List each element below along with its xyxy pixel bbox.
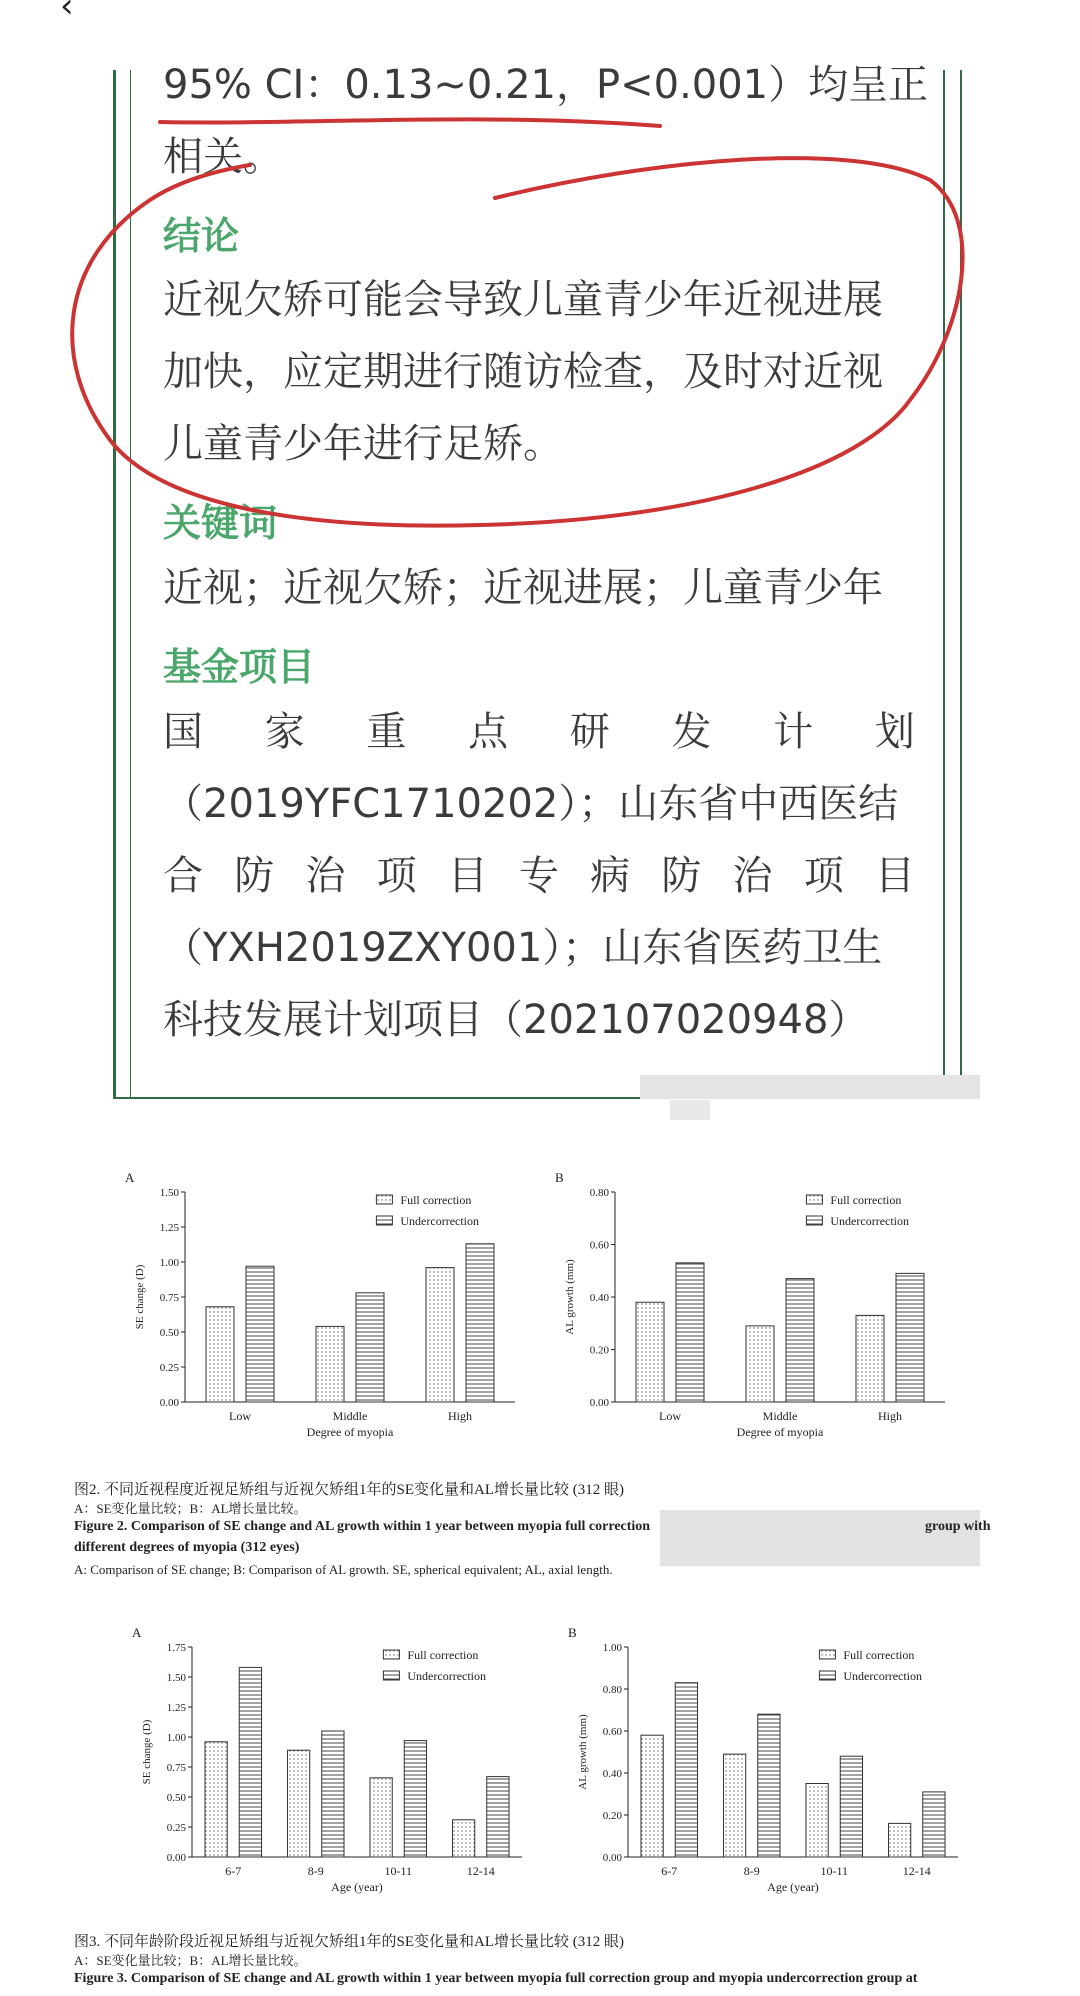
y-tick-label: 1.00 (602, 1642, 622, 1654)
y-tick-label: 0.75 (166, 1762, 186, 1774)
funding-line-1: 国 家 重 点 研 发 计 划 (163, 709, 915, 755)
legend-swatch-1 (383, 1671, 399, 1680)
paper-line-2: 相关。 (163, 134, 283, 180)
legend-label: Undercorrection (407, 1669, 487, 1683)
conclusion-line-2: 加快，应定期进行随访检查，及时对近视 (163, 349, 883, 395)
y-tick-label: 0.50 (159, 1327, 179, 1339)
y-tick-label: 1.50 (159, 1187, 179, 1199)
bar-undercorrection (404, 1741, 426, 1857)
y-tick-label: 1.00 (159, 1257, 179, 1269)
x-tick-label: 12-14 (466, 1864, 495, 1878)
bar-full-correction (746, 1326, 774, 1402)
legend-swatch-1 (806, 1216, 822, 1225)
y-tick-label: 1.50 (166, 1672, 186, 1684)
legend-swatch-1 (819, 1671, 835, 1680)
y-tick-label: 0.00 (166, 1852, 186, 1864)
x-tick-label: 6-7 (661, 1864, 678, 1878)
back-arrow-icon[interactable]: ‹ (60, 0, 74, 26)
conclusion-heading: 结论 (163, 214, 240, 258)
y-tick-label: 0.20 (589, 1344, 609, 1357)
figure-2-sub-cn: A：SE变化量比较；B：AL增长量比较。 (74, 1501, 307, 1516)
figure-3-caption-cn: 图3. 不同年龄阶段近视足矫组与近视欠矫组1年的SE变化量和AL增长量比较 (312 眼) (74, 1934, 624, 1950)
funding-line-4: （YXH2019ZXY001）；山东省医药卫生 (163, 925, 883, 971)
bar-undercorrection (675, 1683, 697, 1857)
red-annotation-ellipse (0, 0, 1080, 560)
x-tick-label: Low (229, 1409, 251, 1423)
panel-label-3: B (568, 1625, 577, 1640)
blurred-watermark-2 (670, 1100, 710, 1120)
bar-undercorrection (758, 1714, 780, 1857)
y-tick-label: 0.40 (589, 1292, 609, 1304)
x-tick-label: 10-11 (820, 1864, 849, 1878)
funding-line-2: （2019YFC1710202）；山东省中西医结 (163, 781, 899, 827)
y-tick-label: 0.80 (602, 1684, 622, 1696)
keywords-text: 近视；近视欠矫；近视进展；儿童青少年 (163, 565, 883, 611)
y-tick-label: 0.25 (159, 1362, 179, 1374)
x-tick-label: High (448, 1409, 472, 1423)
x-tick-label: 6-7 (225, 1864, 242, 1878)
bar-full-correction (370, 1778, 392, 1857)
bar-undercorrection (676, 1263, 704, 1402)
keywords-heading: 关键词 (163, 501, 278, 545)
paper-line-1: 95% CI：0.13~0.21，P<0.001）均呈正 (163, 62, 929, 108)
legend-swatch-0 (376, 1195, 392, 1204)
figure-2-caption-cn: 图2. 不同近视程度近视足矫组与近视欠矫组1年的SE变化量和AL增长量比较 (312 眼) (74, 1482, 624, 1498)
bar-undercorrection (923, 1792, 945, 1857)
bar-undercorrection (840, 1756, 862, 1857)
x-tick-label: 10-11 (384, 1864, 413, 1878)
figure-3-sub-cn: A：SE变化量比较；B：AL增长量比较。 (74, 1953, 307, 1968)
bar-undercorrection (487, 1777, 509, 1857)
y-tick-label: 0.00 (602, 1852, 622, 1864)
bar-undercorrection (356, 1293, 384, 1402)
bar-full-correction (806, 1784, 828, 1858)
figure-2-caption-en-1b: group with (925, 1519, 991, 1534)
legend-swatch-0 (806, 1195, 822, 1204)
figure-3-charts (0, 1625, 1080, 1915)
funding-line-5: 科技发展计划项目（202107020948） (163, 997, 869, 1043)
panel-label-0: A (125, 1170, 135, 1185)
bar-undercorrection (896, 1273, 924, 1402)
y-tick-label: 0.25 (166, 1822, 186, 1834)
bar-full-correction (856, 1315, 884, 1402)
funding-heading: 基金项目 (163, 645, 316, 689)
bar-undercorrection (322, 1731, 344, 1857)
bar-full-correction (316, 1326, 344, 1402)
y-tick-label: 1.25 (159, 1222, 179, 1234)
bar-full-correction (206, 1307, 234, 1402)
figure-2-charts (0, 1170, 1080, 1460)
x-tick-label: Middle (762, 1409, 798, 1423)
legend-label: Undercorrection (843, 1669, 923, 1683)
bar-full-correction (641, 1735, 663, 1857)
y-tick-label: 0.60 (589, 1239, 609, 1252)
bar-undercorrection (786, 1279, 814, 1402)
bar-full-correction (723, 1754, 745, 1857)
legend-swatch-0 (383, 1650, 399, 1659)
legend-label: Full correction (843, 1648, 915, 1662)
panel-label-1: B (555, 1170, 564, 1185)
y-tick-label: 1.25 (166, 1702, 186, 1714)
y-tick-label: 0.40 (602, 1768, 622, 1780)
y-tick-label: 0.00 (159, 1397, 179, 1409)
figure-2-caption-en-1: Figure 2. Comparison of SE change and AL growth within 1 year between myopia full correction (74, 1519, 651, 1534)
figure-2-caption-en-3: A: Comparison of SE change; B: Comparison of AL growth. SE, spherical equivalent; AL, axial length. (74, 1562, 613, 1577)
x-axis-label: Age (year) (331, 1880, 383, 1894)
legend-swatch-1 (376, 1216, 392, 1225)
y-tick-label: 1.75 (166, 1642, 186, 1654)
y-axis-label: AL growth (mm) (577, 1714, 589, 1790)
bar-full-correction (888, 1823, 910, 1857)
y-tick-label: 1.00 (166, 1732, 186, 1744)
y-tick-label: 0.50 (166, 1792, 186, 1804)
x-tick-label: 12-14 (902, 1864, 931, 1878)
y-tick-label: 0.60 (602, 1726, 622, 1738)
y-tick-label: 0.80 (589, 1187, 609, 1199)
legend-label: Full correction (400, 1193, 472, 1207)
conclusion-line-1: 近视欠矫可能会导致儿童青少年近视进展 (163, 277, 883, 323)
legend-label: Full correction (407, 1648, 479, 1662)
panel-label-2: A (132, 1625, 142, 1640)
bar-full-correction (452, 1820, 474, 1857)
bar-undercorrection (466, 1244, 494, 1402)
y-axis-label: SE change (D) (141, 1719, 153, 1785)
bar-undercorrection (246, 1266, 274, 1402)
x-axis-label: Degree of myopia (306, 1425, 394, 1439)
x-tick-label: Middle (332, 1409, 368, 1423)
bar-full-correction (287, 1750, 309, 1857)
legend-label: Full correction (830, 1193, 902, 1207)
figure-2-caption-en-2: different degrees of myopia (312 eyes) (74, 1540, 300, 1555)
y-axis-label: SE change (D) (134, 1264, 146, 1330)
bar-full-correction (426, 1268, 454, 1402)
bar-full-correction (205, 1742, 227, 1857)
bar-full-correction (636, 1302, 664, 1402)
legend-label: Undercorrection (400, 1214, 480, 1228)
y-tick-label: 0.20 (602, 1810, 622, 1822)
funding-line-3: 合 防 治 项 目 专 病 防 治 项 目 (163, 853, 915, 899)
blurred-watermark (640, 1075, 980, 1099)
x-tick-label: 8-9 (743, 1864, 760, 1878)
x-axis-label: Age (year) (767, 1880, 819, 1894)
y-tick-label: 0.00 (589, 1397, 609, 1409)
conclusion-line-3: 儿童青少年进行足矫。 (163, 421, 563, 467)
legend-swatch-0 (819, 1650, 835, 1659)
x-tick-label: 8-9 (307, 1864, 324, 1878)
y-tick-label: 0.75 (159, 1292, 179, 1304)
bar-undercorrection (239, 1667, 261, 1857)
x-tick-label: High (878, 1409, 902, 1423)
x-tick-label: Low (659, 1409, 681, 1423)
figure-3-caption-en-1: Figure 3. Comparison of SE change and AL growth within 1 year between myopia full correction group and myopia undercorrection group at (74, 1971, 918, 1986)
x-axis-label: Degree of myopia (736, 1425, 824, 1439)
y-axis-label: AL growth (mm) (564, 1259, 576, 1335)
legend-label: Undercorrection (830, 1214, 910, 1228)
